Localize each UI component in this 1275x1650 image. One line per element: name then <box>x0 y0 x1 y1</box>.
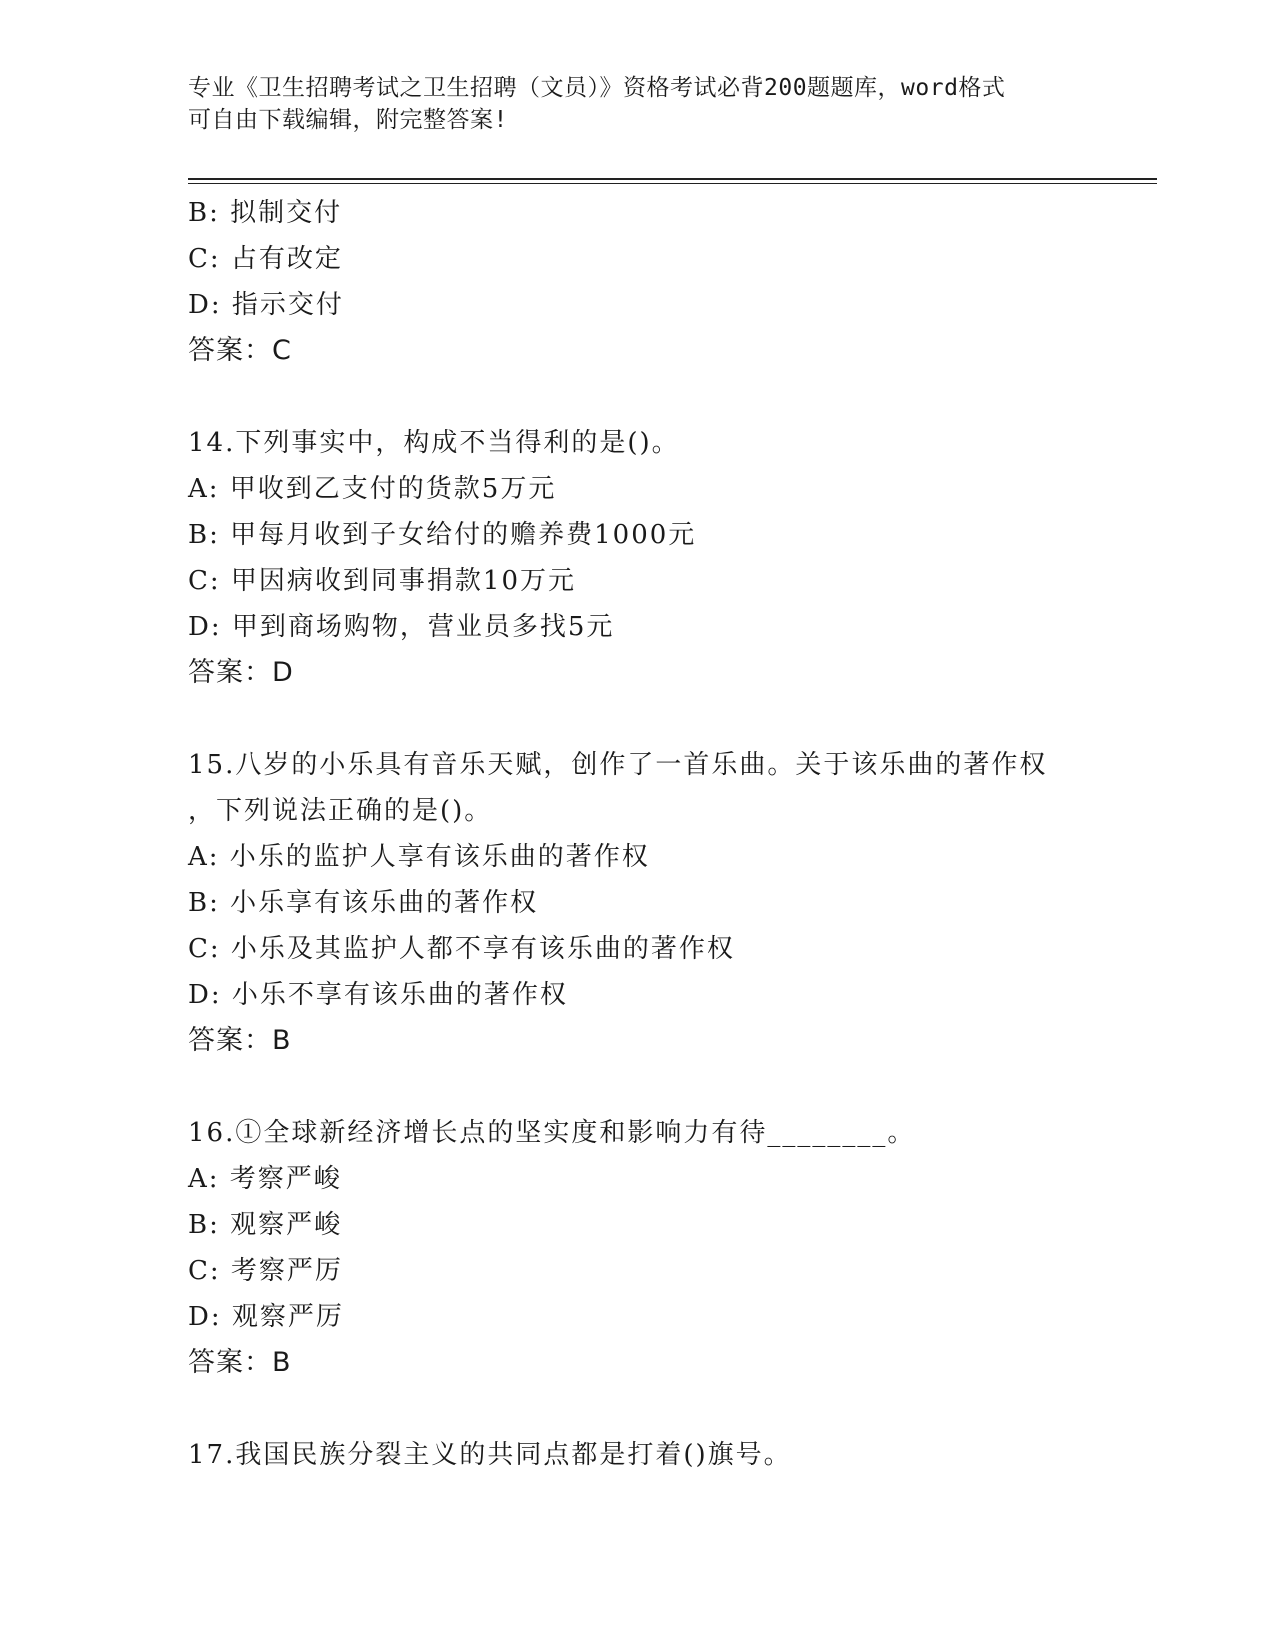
question-list <box>188 190 1088 1478</box>
question-stem: 17.我国民族分裂主义的共同点都是打着()旗号。 <box>188 1440 792 1470</box>
question-stem: 14.下列事实中，构成不当得利的是()。 <box>188 428 680 458</box>
option-c: C: 小乐及其监护人都不享有该乐曲的著作权 <box>188 934 735 964</box>
option-a: A: 甲收到乙支付的货款5万元 <box>188 474 557 504</box>
question-stem: 16.①全球新经济增长点的坚实度和影响力有待________。 <box>188 1118 916 1148</box>
header-line-1: 专业《卫生招聘考试之卫生招聘（文员）》资格考试必背200题题库，word格式 <box>188 75 1006 101</box>
answer-line: 答案：B <box>188 1025 292 1056</box>
option-b: B: 小乐享有该乐曲的著作权 <box>188 888 539 918</box>
answer-line: 答案：B <box>188 1347 292 1378</box>
page-header <box>188 72 1068 136</box>
question-13 <box>188 190 1088 374</box>
answer-line: 答案：D <box>188 657 294 688</box>
question-stem-continued: ，下列说法正确的是()。 <box>188 796 493 826</box>
option-c: C: 占有改定 <box>188 244 343 274</box>
option-c: C: 甲因病收到同事捐款10万元 <box>188 566 577 596</box>
question-17 <box>188 1432 1088 1478</box>
header-divider <box>188 178 1157 184</box>
question-14 <box>188 420 1088 696</box>
question-15 <box>188 742 1088 1064</box>
answer-line: 答案：C <box>188 335 292 366</box>
option-b: B: 拟制交付 <box>188 198 343 228</box>
option-a: A: 小乐的监护人享有该乐曲的著作权 <box>188 842 650 872</box>
option-d: D: 小乐不享有该乐曲的著作权 <box>188 980 568 1010</box>
option-a: A: 考察严峻 <box>188 1164 342 1194</box>
option-c: C: 考察严厉 <box>188 1256 343 1286</box>
spacer <box>188 374 1088 420</box>
option-d: D: 指示交付 <box>188 290 344 320</box>
question-16 <box>188 1110 1088 1386</box>
option-d: D: 甲到商场购物，营业员多找5元 <box>188 612 615 642</box>
option-b: B: 观察严峻 <box>188 1210 343 1240</box>
spacer <box>188 1386 1088 1432</box>
option-d: D: 观察严厉 <box>188 1302 344 1332</box>
question-stem: 15.八岁的小乐具有音乐天赋，创作了一首乐曲。关于该乐曲的著作权 <box>188 750 1048 780</box>
spacer <box>188 696 1088 742</box>
header-line-2: 可自由下载编辑，附完整答案! <box>188 107 508 133</box>
option-b: B: 甲每月收到子女给付的赡养费1000元 <box>188 520 697 550</box>
spacer <box>188 1064 1088 1110</box>
